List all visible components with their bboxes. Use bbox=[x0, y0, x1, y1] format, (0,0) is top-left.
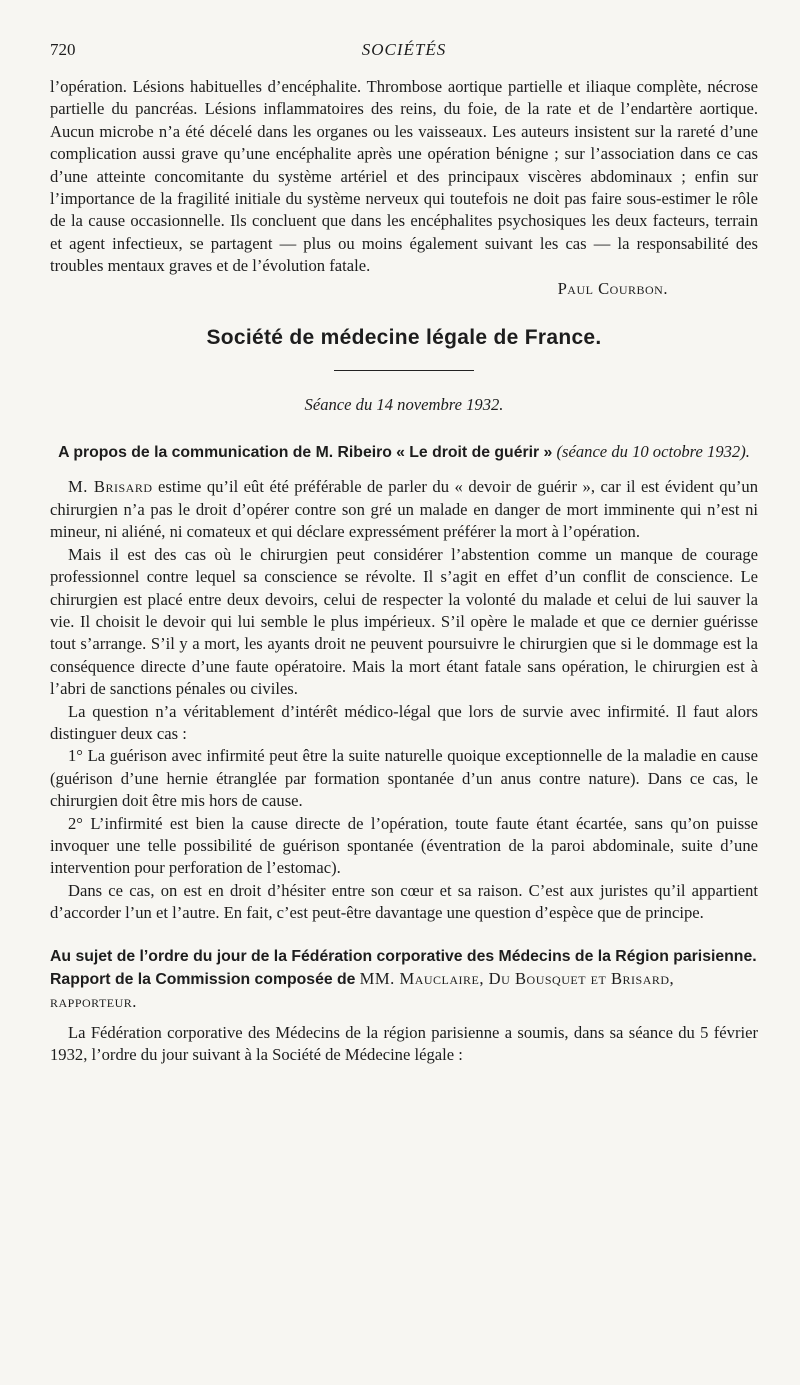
speaker-name: M. Brisard bbox=[68, 477, 153, 497]
running-header bbox=[50, 40, 758, 66]
section1-heading bbox=[50, 441, 758, 464]
section1-paragraph-5: 2° L’infirmité est bien la cause directe de l’opération, toute faute étant écartée, sans qu’on puisse invoquer une telle possibilité de guérison spontanée (éventration de la paroi abdominale, suite d’une intervention pour perforation de l’estomac). bbox=[50, 813, 758, 878]
page-content bbox=[50, 76, 758, 1067]
section1-reference: (séance du 10 octobre 1932). bbox=[556, 442, 750, 462]
section1-paragraph-4: 1° La guérison avec infirmité peut être la suite naturelle quoique exceptionnelle de la maladie en cause (guérison d’une hernie étranglée par formation spontanée d’un anus contre nature). Dans ce cas, le chirurgien doit être mis hors de cause. bbox=[50, 746, 758, 811]
author-signature: Paul Courbon. bbox=[557, 278, 668, 298]
section1-quote: « Le droit de guérir » bbox=[396, 444, 553, 462]
title-divider bbox=[334, 370, 474, 371]
section2-heading bbox=[50, 945, 758, 1014]
section1-paragraph-1-text: estime qu’il eût été préférable de parler du « devoir de guérir », car il est évident qu’un chirurgien n’a pas le droit d’opérer contre son gré un malade en danger de mort imminente qui n’est ni mineur, ni aliéné, ni comateux et qui déclare expressément préférer la mort à l’opération. bbox=[50, 477, 758, 542]
section1-paragraph-6: Dans ce cas, on est en droit d’hésiter entre son cœur et sa raison. C’est aux juristes qu’il appartient d’accorder l’un et l’autre. En fait, c’est peut-être davantage une question d’espèce que de principe. bbox=[50, 880, 758, 923]
section1-paragraph-2: Mais il est des cas où le chirurgien peut considérer l’abstention comme un manque de courage professionnel contre lequel sa conscience se révolte. Il s’agit en effet d’un conflit de conscience. Le chirurgien est placé entre deux devoirs, celui de respecter la volonté du malade et celui de lui sauver la vie. Il choisit le devoir qui lui semble le plus impérieux. S’il opère le malade et que ce dernier guérisse tout s’arrange. S’il y a mort, les ayants droit ne peuvent poursuivre le chirurgien que si le dommage est la conséquence directe d’une faute opératoire. Mais la mort étant fatale sans opération, le chirurgien est à l’abri de sanctions pénales ou civiles. bbox=[50, 544, 758, 699]
section2-title: Au sujet de l’ordre du jour de la Fédération corporative des Médecins de la Région parisienne. Rapport de la Commission composée de bbox=[50, 947, 757, 988]
society-title: Société de médecine légale de France. bbox=[206, 326, 602, 350]
intro-signature bbox=[50, 278, 758, 300]
section2-members: MM. Mauclaire, Du Bousquet et Brisard, rapporteur. bbox=[50, 969, 675, 1012]
intro-paragraph: l’opération. Lésions habituelles d’encéphalite. Thrombose aortique partielle et iliaque complète, nécrose partielle du pancréas. Lésions inflammatoires des reins, du foie, de la rate et de l’endartère aortique. Aucun microbe n’a été décelé dans les organes ou les vaisseaux. Les auteurs insistent sur la rareté d’une complication aussi grave qu’une encéphalite après une opération bénigne ; sur l’association dans ce cas d’une atteinte concomitante du système artériel et des principaux viscères abdominaux ; enfin sur l’importance de la fragilité initiale du système nerveux qui toutefois ne doit pas faire sous-estimer le rôle de la cause occasionnelle. Ils concluent que dans les encéphalites psychosiques les deux facteurs, terrain et agent infectieux, se partagent — plus ou moins également suivant les cas — la responsabilité des troubles mentaux graves et de l’évolution fatale. bbox=[50, 77, 758, 276]
section2-paragraph-1: La Fédération corporative des Médecins de la région parisienne a soumis, dans sa séance du 5 février 1932, l’ordre du jour suivant à la Société de Médecine légale : bbox=[50, 1022, 758, 1065]
session-date: Séance du 14 novembre 1932. bbox=[304, 395, 504, 415]
section1-paragraph-3: La question n’a véritablement d’intérêt médico-légal que lors de survie avec infirmité. Il faut alors distinguer deux cas : bbox=[50, 701, 758, 743]
section1-title: A propos de la communication de M. Ribeiro bbox=[58, 444, 392, 462]
page-number: 720 bbox=[50, 40, 76, 59]
section1-paragraph-1 bbox=[50, 476, 758, 543]
running-title: SOCIÉTÉS bbox=[361, 40, 447, 59]
